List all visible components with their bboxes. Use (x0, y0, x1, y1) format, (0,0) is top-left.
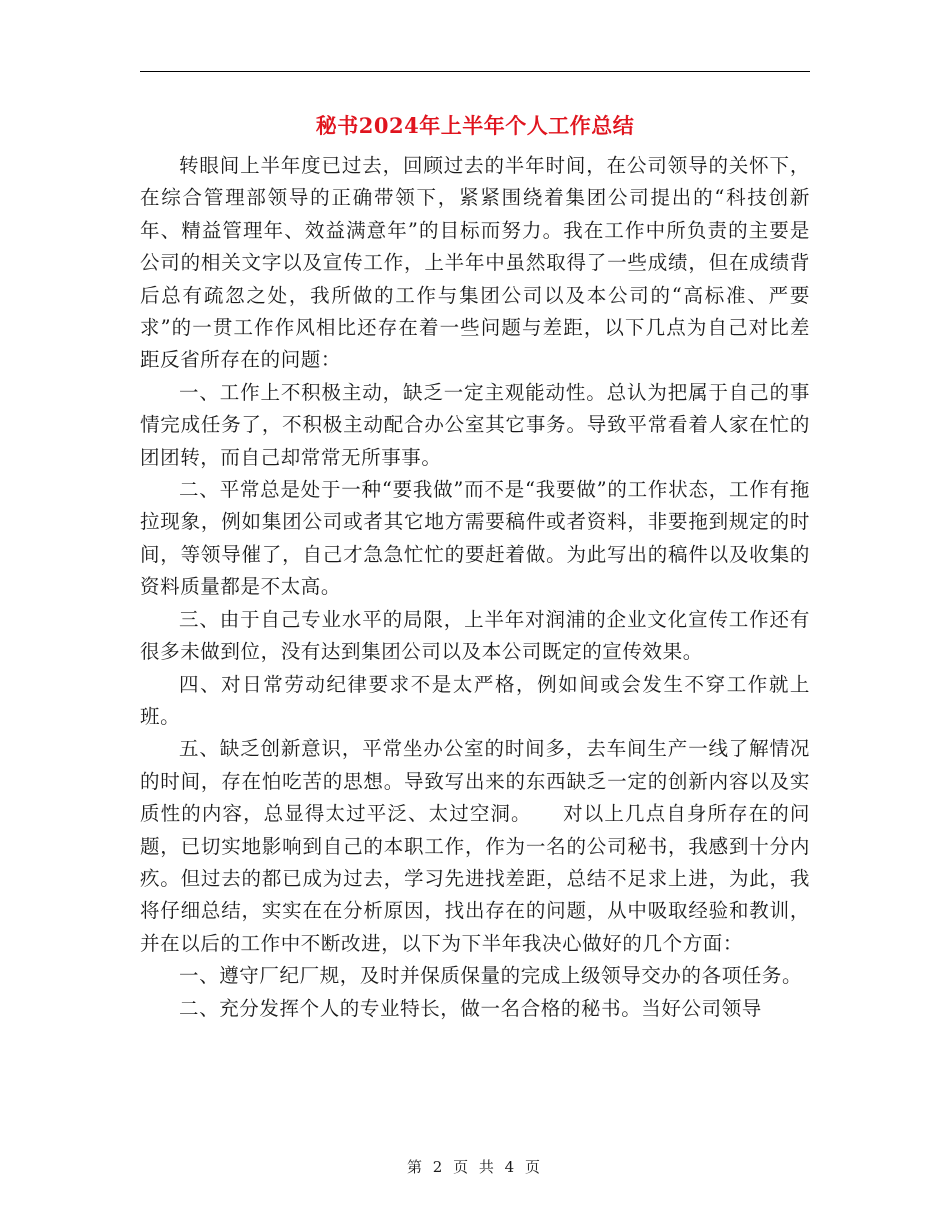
paragraph-intro: 转眼间上半年度已过去，回顾过去的半年时间，在公司领导的关怀下，在综合管理部领导的正确带领下，紧紧围绕着集团公司提出的“科技创新年、精益管理年、效益满意年”的目标而努力。我在工作中所负责的主要是公司的相关文字以及宣传工作，上半年中虽然取得了一些成绩，但在成绩背后总有疏忽之处，我所做的工作与集团公司以及本公司的“高标准、严要求”的一贯工作作风相比还存在着一些问题与差距，以下几点为自己对比差距反省所存在的问题： (140, 154, 810, 372)
page-number: 第 2 页 共 4 页 (407, 1158, 543, 1176)
paragraph-issue-2: 二、平常总是处于一种“要我做”而不是“我要做”的工作状态，工作有拖拉现象，例如集团公司或者其它地方需要稿件或者资料，非要拖到规定的时间，等领导催了，自己才急急忙忙的要赶着做。为此写出的稿件以及收集的资料质量都是不太高。 (140, 478, 810, 599)
header-rule (140, 71, 810, 72)
paragraph-issue-4: 四、对日常劳动纪律要求不是太严格，例如间或会发生不穿工作就上班。 (140, 672, 810, 728)
paragraph-issue-1: 一、工作上不积极主动，缺乏一定主观能动性。总认为把属于自己的事情完成任务了，不积极主动配合办公室其它事务。导致平常看着人家在忙的团团转，而自己却常常无所事事。 (140, 380, 810, 469)
document-title: 秘书2024年上半年个人工作总结 (315, 113, 635, 138)
paragraph-plan-2: 二、充分发挥个人的专业特长，做一名合格的秘书。当好公司领导 (179, 996, 762, 1020)
document-body (140, 150, 810, 1025)
paragraph-plan-1: 一、遵守厂纪厂规，及时并保质保量的完成上级领导交办的各项任务。 (179, 964, 803, 988)
paragraph-issue-3: 三、由于自己专业水平的局限，上半年对润浦的企业文化宣传工作还有很多未做到位，没有达到集团公司以及本公司既定的宣传效果。 (140, 607, 810, 664)
paragraph-issue-5: 五、缺乏创新意识，平常坐办公室的时间多，去车间生产一线了解情况的时间，存在怕吃苦的思想。导致写出来的东西缺乏一定的创新内容以及实质性的内容，总显得太过平泛、太过空洞。 对以上几点自身所存在的问题，已切实地影响到自己的本职工作，作为一名的公司秘书，我感到十分内疚。但过去的都已成为过去，学习先进找差距，总结不足求上进，为此，我将仔细总结，实实在在分析原因，找出存在的问题，从中吸取经验和教训，并在以后的工作中不断改进，以下为下半年我决心做好的几个方面： (140, 737, 810, 955)
